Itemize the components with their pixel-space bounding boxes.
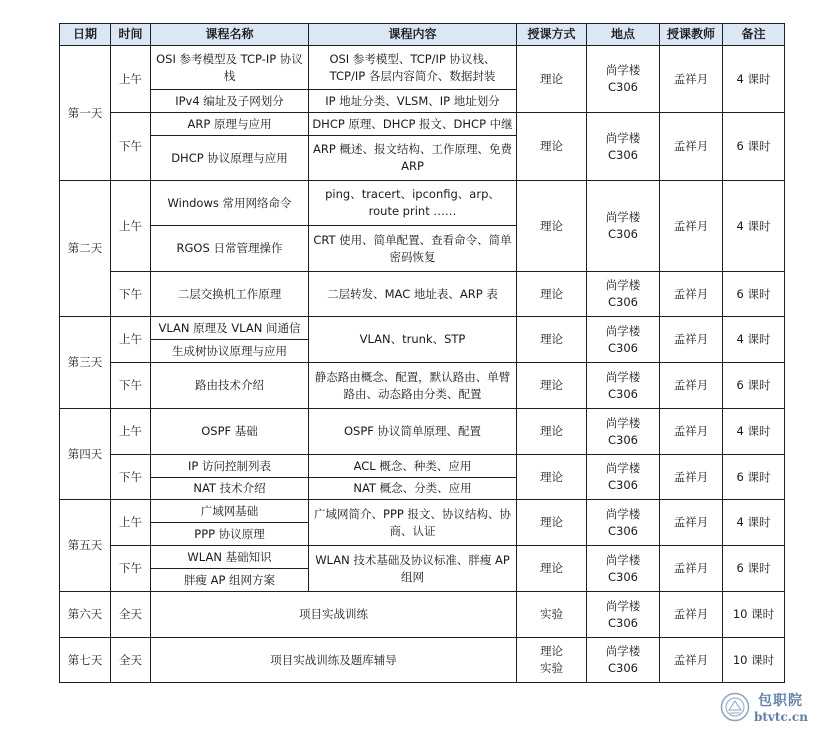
header-teacher: 授课教师 xyxy=(660,24,723,46)
content-cell: VLAN、trunk、STP xyxy=(309,317,517,363)
method-theory: 理论 xyxy=(540,644,563,658)
method-lab: 实验 xyxy=(540,661,563,675)
day-cell: 第七天 xyxy=(60,638,111,683)
watermark-en: btvtc.cn xyxy=(754,710,808,724)
location-cell xyxy=(587,500,660,546)
day-cell: 第一天 xyxy=(60,46,111,181)
method-cell: 理论 xyxy=(517,363,587,409)
content-cell: OSPF 协议简单原理、配置 xyxy=(309,409,517,455)
teacher-cell: 孟祥月 xyxy=(660,638,723,683)
location-room: C306 xyxy=(608,227,638,241)
location-room: C306 xyxy=(608,432,638,447)
period-cell: 下午 xyxy=(111,113,151,181)
location-room: C306 xyxy=(608,478,638,492)
location-cell xyxy=(587,272,660,317)
method-cell xyxy=(517,638,587,683)
period-cell: 下午 xyxy=(111,546,151,592)
location-room: C306 xyxy=(608,615,638,630)
seal-icon xyxy=(720,692,750,722)
content-cell: 二层转发、MAC 地址表、ARP 表 xyxy=(309,272,517,317)
table-row xyxy=(60,409,785,455)
period-cell: 上午 xyxy=(111,317,151,363)
teacher-cell: 孟祥月 xyxy=(660,500,723,546)
table-row xyxy=(60,592,785,638)
content-cell: ACL 概念、种类、应用 xyxy=(309,455,517,478)
method-cell: 理论 xyxy=(517,317,587,363)
course-cell: 广域网基础 xyxy=(151,500,309,523)
table-row xyxy=(60,546,785,569)
table-row xyxy=(60,500,785,523)
note-cell: 6 课时 xyxy=(723,546,785,592)
content-cell: ARP 概述、报文结构、工作原理、免费 ARP xyxy=(309,136,517,181)
content-cell: CRT 使用、简单配置、查看命令、简单密码恢复 xyxy=(309,226,517,272)
location-building: 尚学楼 xyxy=(605,323,641,338)
period-cell: 下午 xyxy=(111,272,151,317)
method-cell: 理论 xyxy=(517,181,587,272)
location-cell xyxy=(587,181,660,272)
period-cell: 下午 xyxy=(111,455,151,500)
header-course: 课程名称 xyxy=(151,24,309,46)
content-cell: ping、tracert、ipconfig、arp、route print …… xyxy=(309,181,517,226)
location-building: 尚学楼 xyxy=(605,415,641,430)
content-cell: DHCP 原理、DHCP 报文、DHCP 中继 xyxy=(309,113,517,136)
location-room: C306 xyxy=(608,147,638,162)
course-cell: 胖瘦 AP 组网方案 xyxy=(151,569,309,592)
teacher-cell: 孟祥月 xyxy=(660,113,723,181)
course-cell: IP 访问控制列表 xyxy=(151,455,309,478)
period-cell: 上午 xyxy=(111,500,151,546)
method-cell: 实验 xyxy=(517,592,587,638)
location-cell xyxy=(587,113,660,181)
course-schedule-table xyxy=(59,23,785,683)
teacher-cell: 孟祥月 xyxy=(660,409,723,455)
location-building: 尚学楼 xyxy=(605,506,641,521)
content-cell: IP 地址分类、VLSM、IP 地址划分 xyxy=(309,90,517,113)
day-cell: 第四天 xyxy=(60,409,111,500)
content-cell: WLAN 技术基础及协议标准、胖瘦 AP 组网 xyxy=(309,546,517,592)
day-cell: 第二天 xyxy=(60,181,111,317)
location-building: 尚学楼 xyxy=(605,644,641,658)
period-cell: 下午 xyxy=(111,363,151,409)
day-cell: 第六天 xyxy=(60,592,111,638)
location-room: C306 xyxy=(608,80,638,94)
course-cell: RGOS 日常管理操作 xyxy=(151,226,309,272)
table-row xyxy=(60,181,785,226)
teacher-cell: 孟祥月 xyxy=(660,363,723,409)
header-content: 课程内容 xyxy=(309,24,517,46)
method-cell: 理论 xyxy=(517,409,587,455)
header-note: 备注 xyxy=(723,24,785,46)
location-building: 尚学楼 xyxy=(605,130,641,145)
location-cell xyxy=(587,317,660,363)
course-cell: WLAN 基础知识 xyxy=(151,546,309,569)
teacher-cell: 孟祥月 xyxy=(660,546,723,592)
day-cell: 第三天 xyxy=(60,317,111,409)
note-cell: 10 课时 xyxy=(723,638,785,683)
table-row xyxy=(60,317,785,340)
method-cell: 理论 xyxy=(517,500,587,546)
course-cell: 路由技术介绍 xyxy=(151,363,309,409)
teacher-cell: 孟祥月 xyxy=(660,181,723,272)
teacher-cell: 孟祥月 xyxy=(660,46,723,113)
content-cell: OSI 参考模型、TCP/IP 协议栈、TCP/IP 各层内容简介、数据封装 xyxy=(309,46,517,90)
table-row xyxy=(60,46,785,90)
note-cell: 6 课时 xyxy=(723,272,785,317)
method-cell: 理论 xyxy=(517,546,587,592)
note-cell: 4 课时 xyxy=(723,317,785,363)
header-method: 授课方式 xyxy=(517,24,587,46)
location-room: C306 xyxy=(608,569,638,584)
course-cell: 生成树协议原理与应用 xyxy=(151,340,309,363)
location-cell xyxy=(587,638,660,683)
note-cell: 4 课时 xyxy=(723,181,785,272)
period-cell: 上午 xyxy=(111,46,151,113)
course-cell: NAT 技术介绍 xyxy=(151,478,309,500)
content-cell: 广域网简介、PPP 报文、协议结构、协商、认证 xyxy=(309,500,517,546)
period-cell: 全天 xyxy=(111,592,151,638)
course-cell: 二层交换机工作原理 xyxy=(151,272,309,317)
period-cell: 上午 xyxy=(111,409,151,455)
table-row xyxy=(60,455,785,478)
location-building: 尚学楼 xyxy=(605,552,641,567)
location-room: C306 xyxy=(608,523,638,538)
location-cell xyxy=(587,363,660,409)
teacher-cell: 孟祥月 xyxy=(660,272,723,317)
location-building: 尚学楼 xyxy=(605,278,641,292)
location-building: 尚学楼 xyxy=(605,63,641,77)
location-cell xyxy=(587,592,660,638)
location-cell xyxy=(587,546,660,592)
header-location: 地点 xyxy=(587,24,660,46)
content-cell: NAT 概念、分类、应用 xyxy=(309,478,517,500)
method-cell: 理论 xyxy=(517,113,587,181)
note-cell: 4 课时 xyxy=(723,46,785,113)
method-cell: 理论 xyxy=(517,272,587,317)
location-cell xyxy=(587,46,660,113)
course-cell: VLAN 原理及 VLAN 间通信 xyxy=(151,317,309,340)
location-room: C306 xyxy=(608,661,638,675)
table-row xyxy=(60,113,785,136)
location-cell xyxy=(587,455,660,500)
course-cell: ARP 原理与应用 xyxy=(151,113,309,136)
location-room: C306 xyxy=(608,340,638,355)
note-cell: 6 课时 xyxy=(723,363,785,409)
course-cell: 项目实战训练 xyxy=(151,592,517,638)
method-cell: 理论 xyxy=(517,46,587,113)
table-row xyxy=(60,272,785,317)
watermark-cn: 包职院 xyxy=(758,693,803,709)
note-cell: 4 课时 xyxy=(723,409,785,455)
watermark xyxy=(720,690,830,730)
content-cell: 静态路由概念、配置，默认路由、单臂路由、动态路由分类、配置 xyxy=(309,363,517,409)
table-row xyxy=(60,363,785,409)
location-building: 尚学楼 xyxy=(605,210,641,224)
header-time: 时间 xyxy=(111,24,151,46)
course-cell: PPP 协议原理 xyxy=(151,523,309,546)
location-room: C306 xyxy=(608,386,638,401)
period-cell: 上午 xyxy=(111,181,151,272)
note-cell: 6 课时 xyxy=(723,113,785,181)
method-cell: 理论 xyxy=(517,455,587,500)
teacher-cell: 孟祥月 xyxy=(660,592,723,638)
location-building: 尚学楼 xyxy=(605,461,641,475)
location-room: C306 xyxy=(608,295,638,309)
location-building: 尚学楼 xyxy=(605,598,641,613)
table-row xyxy=(60,638,785,683)
course-cell: 项目实战训练及题库辅导 xyxy=(151,638,517,683)
course-cell: OSPF 基础 xyxy=(151,409,309,455)
header-date: 日期 xyxy=(60,24,111,46)
location-building: 尚学楼 xyxy=(605,369,641,384)
period-cell: 全天 xyxy=(111,638,151,683)
course-cell: Windows 常用网络命令 xyxy=(151,181,309,226)
note-cell: 4 课时 xyxy=(723,500,785,546)
teacher-cell: 孟祥月 xyxy=(660,317,723,363)
teacher-cell: 孟祥月 xyxy=(660,455,723,500)
location-cell xyxy=(587,409,660,455)
note-cell: 6 课时 xyxy=(723,455,785,500)
course-cell: OSI 参考模型及 TCP-IP 协议栈 xyxy=(151,46,309,90)
course-cell: DHCP 协议原理与应用 xyxy=(151,136,309,181)
day-cell: 第五天 xyxy=(60,500,111,592)
header-row xyxy=(60,24,785,46)
note-cell: 10 课时 xyxy=(723,592,785,638)
course-cell: IPv4 编址及子网划分 xyxy=(151,90,309,113)
